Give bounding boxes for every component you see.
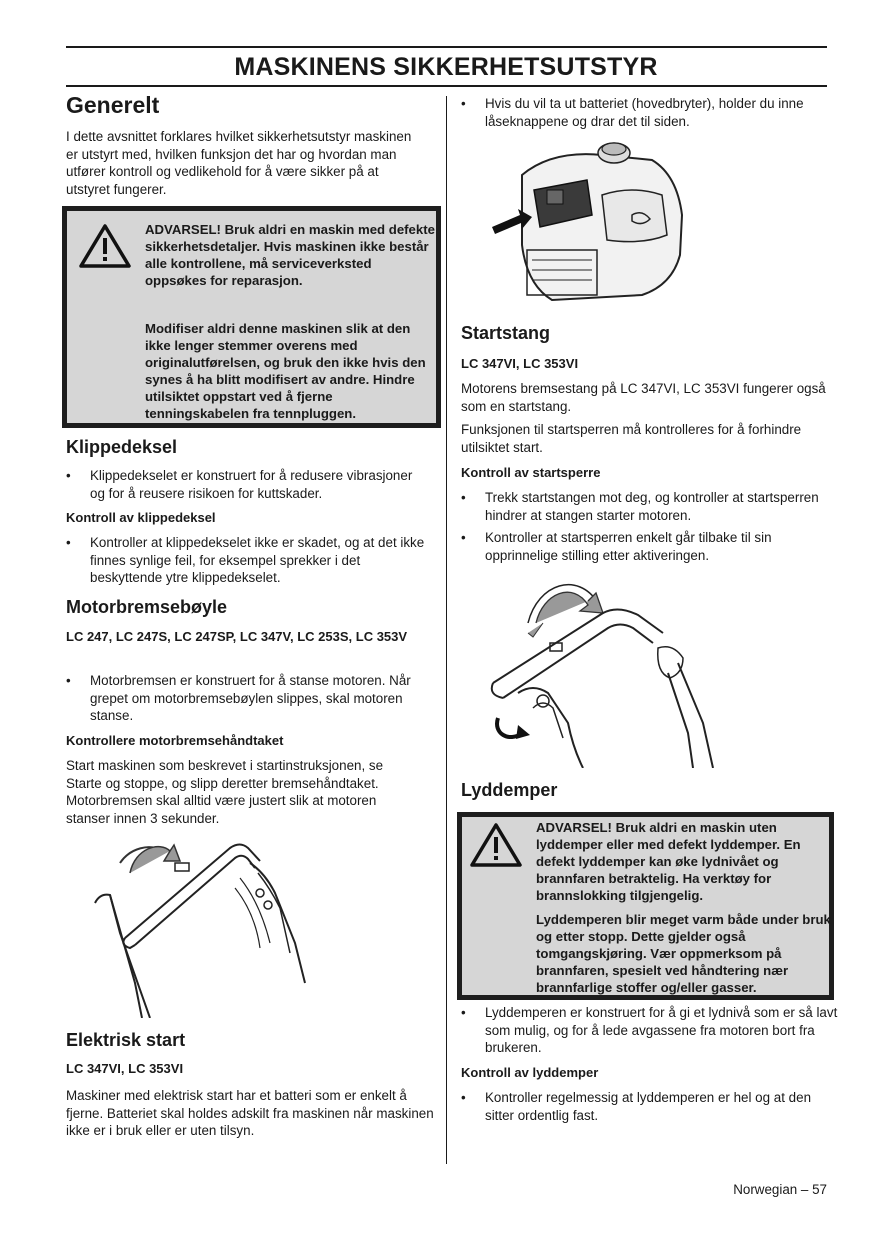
warning-text-1: ADVARSEL! Bruk aldri en maskin med defekte sikkerhetsdetaljer. Hvis maskinen ikke består alle kontrollene, må serviceverksted oppsøkes for reparasjon. [145,222,435,288]
warning-box-lyddemper [457,812,834,1000]
title-top-rule [66,46,827,48]
heading-motorbremsebøyle: Motorbremsebøyle [66,597,228,617]
heading-klippedeksel: Klippedeksel [66,437,178,457]
engine-battery-illustration [492,135,692,310]
warning-text-2: Modifiser aldri denne maskinen slik at den ikke lenger stemmer overens med originalutførelsen, og bruk den ikke hvis den synes å ha blitt modifisert av andre. Hindre utilsiktet oppstart ved å fjerne tenningskabelen fra tennpluggen. [145,321,426,421]
generelt-text: I dette avsnittet forklares hvilket sikkerhetsutstyr maskinen er utstyrt med, hvilken funksjon det har og hvordan man utfører kontroll og vedlikehold for å være sikker på at utstyret fungerer. [66,129,412,197]
elektrisk-models: LC 347VI, LC 353VI [66,1061,184,1076]
column-divider [446,96,447,1164]
title-bottom-rule [66,85,827,87]
warning-triangle-icon [79,224,131,268]
heading-startstang: Startstang [461,323,551,343]
klippedeksel-bullet-2: • Kontroller at klippedekselet ikke er skadet, og at det ikke finnes synlige feil, for eksempel sprekker i det beskyttende ytre klippedekselet. [66,534,434,587]
startstang-models: LC 347VI, LC 353VI [461,356,579,371]
lyddemper-bullet-2: • Kontroller regelmessig at lyddemperen er hel og at den sitter ordentlig fast. [461,1089,835,1124]
startstang-text-2: Funksjonen til startsperren må kontrolleres for å forhindre utilsiktet start. [461,422,802,455]
battery-bullet: • Hvis du vil ta ut batteriet (hovedbryter), holder du inne låseknappene og drar det til siden. [461,95,855,130]
motorbrems-text: Start maskinen som beskrevet i startinstruksjonen, se Starte og stoppe, og slipp deretter bremsehåndtaket. Motorbremsen skal alltid være justert slik at motoren stanser innen 3 sekunder. [66,758,384,826]
heading-generelt: Generelt [66,92,160,118]
start-bar-illustration [488,573,718,768]
lyddemper-bullet-1: • Lyddemperen er konstruert for å gi et lydnivå som er så lavt som mulig, og for å lede avgassene fra motoren bort fra brukeren. [461,1004,853,1057]
subheading-kontrollere-motorbremsehåndtaket: Kontrollere motorbremsehåndtaket [66,733,284,748]
brake-handle-illustration [90,833,330,1018]
subheading-kontroll-startsperre: Kontroll av startsperre [461,465,601,480]
warning-triangle-icon [470,823,522,867]
warning-box-safety [62,206,441,428]
lyddemper-warning-text-2: Lyddemperen blir meget varm både under bruk og etter stopp. Dette gjelder også tomgangskjøring. Vær oppmerksom på brannfaren, spesielt ved håndtering nær brannfarlige stoffer og/eller gasser. [536,912,831,995]
subheading-kontroll-klippedeksel: Kontroll av klippedeksel [66,510,216,525]
subheading-kontroll-lyddemper: Kontroll av lyddemper [461,1065,599,1080]
motorbrems-models: LC 247, LC 247S, LC 247SP, LC 347V, LC 253S, LC 353V [66,629,408,644]
heading-lyddemper: Lyddemper [461,780,558,800]
page-footer: Norwegian – 57 [733,1182,827,1197]
elektrisk-text: Maskiner med elektrisk start har et batteri som er enkelt å fjerne. Batteriet skal holdes adskilt fra maskinen når maskinen ikke er i bruk eller er uten tilsyn. [66,1088,434,1138]
lyddemper-warning-text-1: ADVARSEL! Bruk aldri en maskin uten lyddemper eller med defekt lyddemper. En defekt lyddemper kan øke lydnivået og brannfaren betraktelig. Ha verktøy for brannslokking tilgjengelig. [536,820,801,903]
startstang-text-1: Motorens bremsestang på LC 347VI, LC 353VI fungerer også som en startstang. [461,381,826,414]
startstang-bullet-2: • Kontroller at startsperren enkelt går tilbake til sin opprinnelige stilling etter aktiveringen. [461,529,825,564]
motorbrems-bullet-1: • Motorbremsen er konstruert for å stanse motoren. Når grepet om motorbremsebøylen slippes, skal motoren stanse. [66,672,436,725]
klippedeksel-bullet-1: • Klippedekselet er konstruert for å redusere vibrasjoner og for å reusere risikoen for kuttskader. [66,467,428,502]
page-title: MASKINENS SIKKERHETSUTSTYR [234,53,658,81]
heading-elektrisk-start: Elektrisk start [66,1030,186,1050]
startstang-bullet-1: • Trekk startstangen mot deg, og kontroller at startsperren hindrer at stangen starter motoren. [461,489,825,524]
